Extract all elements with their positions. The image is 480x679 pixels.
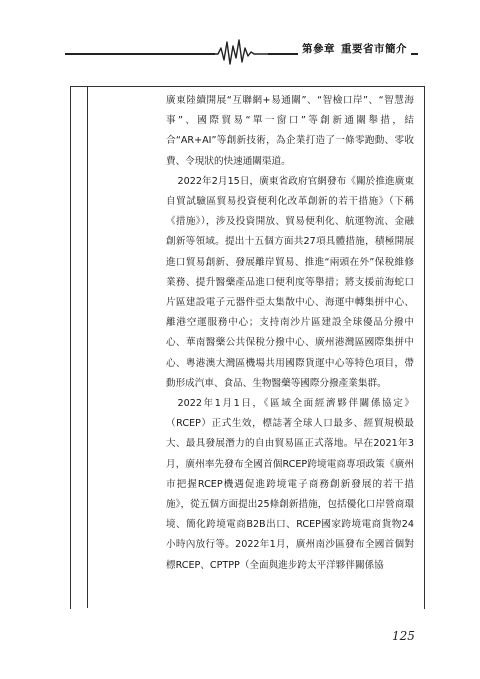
chapter-title: 重要省市簡介 bbox=[341, 43, 407, 55]
body-text bbox=[166, 91, 414, 576]
paragraph: 2022年2月15日，廣東省政府官網發布《關於推進廣東自貿試驗區貿易投資便利化改革創新的若干措施》（下稱《措施》），涉及投資開放、貿易便利化、航運物流、金融創新等領域。提出十五個方面共27項具體措施，積極開展進口貿易創新、發展離岸貿易、推進“兩頭在外”保稅維修業務、提升醫藥產品進口便利度等舉措；將支援前海蛇口片區建設電子元器件亞太集散中心、海運中轉集拼中心、離港空運服務中心；支持南沙片區建設全球優品分撥中心、華南醫藥公共保稅分撥中心、廣州港灣區國際集拼中心、粵港澳大灣區機場共用國際貨運中心等特色項目，帶動形成汽車、食品、生物醫藥等國際分撥產業集群。 bbox=[166, 175, 414, 389]
heartbeat-wave-icon bbox=[212, 38, 272, 66]
paragraph: 廣東陸續開展“互聯網+易通關”、“智檢口岸”、“智慧海事”、國際貿易“單一窗口”等創新通關舉措，結合“AR+AI”等創新技術，為企業打造了一條零跑動、零收費、令現狀的快速通關渠道。 bbox=[166, 95, 414, 167]
header-rule-left bbox=[65, 53, 215, 55]
chapter-heading bbox=[298, 41, 411, 56]
page-header bbox=[0, 0, 480, 70]
paragraph: 2022年1月1日，《區域全面經濟夥伴關係協定》（RCEP）正式生效，標誌著全球人口最多、經貿規模最大、最具發展潛力的自由貿易區正式落地。早在2021年3月，廣州率先發布全國首個RCEP跨境電商專項政策《廣州市把握RCEP機遇促進跨境電子商務創新發展的若干措施》，從五個方面提出25條創新措施，包括優化口岸營商環境、簡化跨境電商B2B出口、RCEP國家跨境電商貨物24小時內放行等。2022年1月，廣州南沙區發布全國首個對標RCEP、CPTPP（全面與進步跨太平洋夥伴關係協 bbox=[166, 398, 414, 571]
page-number: 125 bbox=[392, 629, 415, 643]
chapter-number: 第參章 bbox=[302, 43, 335, 55]
